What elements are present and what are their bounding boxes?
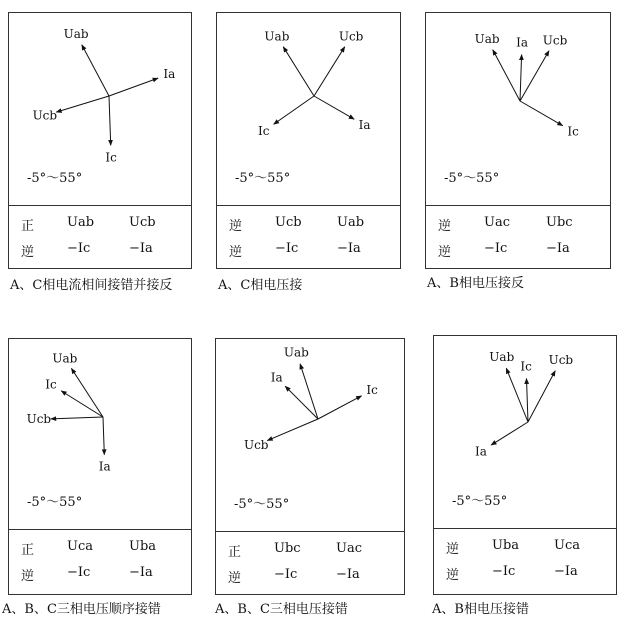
phasor-panel: [425, 12, 611, 269]
phasor-panel: [216, 12, 401, 269]
angle-range-label: -5°～55°: [27, 171, 83, 186]
panel-caption: A、B相电压接错: [432, 602, 529, 617]
phasor-arrow-ia: [109, 78, 158, 96]
sequence-table-cell: Uba: [129, 539, 157, 554]
phasor-label: Ic: [45, 377, 57, 392]
sequence-table-cell: Uba: [492, 538, 520, 553]
sequence-table-cell: 逆: [228, 571, 242, 586]
phasor-arrow-ucb: [56, 96, 109, 112]
phasor-panel: [8, 12, 192, 269]
phasor-arrow-ic: [520, 101, 563, 126]
phasor-label: Ucb: [26, 412, 52, 427]
phasor-label: Uab: [63, 27, 89, 42]
sequence-table-cell: 正: [228, 545, 242, 560]
phasor-label: Ucb: [243, 438, 269, 453]
sequence-table-cell: −Ic: [275, 241, 299, 256]
table-divider: [216, 531, 404, 532]
phasor-arrow-ic: [526, 379, 528, 422]
phasor-arrow-ucb: [314, 47, 345, 96]
table-divider: [434, 528, 616, 529]
phasor-label: Ic: [105, 150, 117, 165]
sequence-table-cell: −Ic: [67, 565, 91, 580]
phasor-label: Ia: [98, 459, 111, 474]
table-divider: [217, 205, 400, 206]
angle-range-label: -5°～55°: [27, 495, 83, 510]
sequence-table-cell: −Ia: [129, 565, 153, 580]
sequence-table-cell: Uac: [336, 541, 362, 556]
panel-caption: A、B、C三相电压顺序接错: [2, 602, 161, 617]
sequence-table-cell: −Ic: [492, 564, 516, 579]
angle-range-label: -5°～55°: [234, 497, 290, 512]
phasor-label: Ia: [516, 35, 528, 50]
sequence-table-cell: Ubc: [274, 541, 301, 556]
sequence-table-cell: −Ic: [274, 567, 298, 582]
sequence-table-cell: Uab: [67, 215, 95, 230]
panel-caption: A、B、C三相电压接错: [215, 602, 348, 617]
phasor-label: Ic: [520, 359, 532, 374]
phasor-label: Ic: [567, 124, 579, 139]
table-divider: [9, 205, 191, 206]
sequence-table-cell: Uac: [484, 215, 510, 230]
sequence-table-cell: 逆: [446, 542, 460, 557]
sequence-table-cell: −Ia: [336, 567, 360, 582]
sequence-table-cell: 逆: [438, 245, 452, 260]
phasor-label: Uab: [489, 350, 515, 365]
sequence-table-cell: Ubc: [546, 215, 573, 230]
angle-range-label: -5°～55°: [444, 171, 500, 186]
sequence-table-cell: 逆: [229, 245, 243, 260]
phasor-arrow-ia: [314, 96, 354, 119]
phasor-arrow-ic: [109, 96, 111, 145]
phasor-arrow-ucb: [528, 371, 555, 422]
phasor-arrow-ia: [520, 55, 522, 101]
phasor-label: Ucb: [548, 353, 574, 368]
phasor-label: Ia: [163, 67, 176, 82]
phasor-label: Uab: [52, 351, 78, 366]
phasor-label: Ia: [270, 370, 283, 385]
sequence-table-cell: Ucb: [275, 215, 302, 230]
phasor-arrow-ia: [491, 422, 528, 445]
phasor-panel: [8, 338, 192, 595]
sequence-table-cell: −Ia: [337, 241, 361, 256]
table-divider: [9, 529, 191, 530]
phasor-arrow-uab: [82, 45, 109, 96]
phasor-label: Ic: [366, 383, 378, 398]
sequence-table-cell: 逆: [229, 219, 243, 234]
phasor-arrow-ic: [61, 391, 103, 417]
sequence-table-cell: 正: [21, 543, 35, 558]
sequence-table-cell: 逆: [446, 568, 460, 583]
sequence-table-cell: −Ia: [546, 241, 570, 256]
sequence-table-cell: Uca: [67, 539, 93, 554]
panel-caption: A、C相电压接: [218, 278, 303, 293]
phasor-arrow-uab: [506, 368, 528, 422]
phasor-label: Uab: [474, 32, 500, 47]
phasor-label: Ia: [358, 118, 371, 133]
table-divider: [426, 205, 610, 206]
phasor-arrow-ic: [274, 96, 314, 124]
phasor-panel: [433, 335, 617, 595]
phasor-arrow-ucb: [520, 51, 549, 101]
phasor-arrow-ucb: [51, 417, 103, 419]
phasor-panel: [215, 338, 405, 595]
sequence-table-cell: 正: [21, 219, 35, 234]
phasor-label: Uab: [264, 29, 290, 44]
phasor-label: Ic: [258, 124, 270, 139]
angle-range-label: -5°～55°: [235, 171, 291, 186]
phasor-arrow-ic: [318, 396, 362, 419]
phasor-label: Ucb: [32, 108, 58, 123]
angle-range-label: -5°～55°: [452, 494, 508, 509]
panel-caption: A、C相电流相间接错并接反: [10, 278, 173, 293]
sequence-table-cell: −Ic: [67, 241, 91, 256]
sequence-table-cell: 逆: [21, 569, 35, 584]
sequence-table-cell: Uab: [337, 215, 365, 230]
phasor-label: Ucb: [338, 29, 364, 44]
sequence-table-cell: 逆: [438, 219, 452, 234]
sequence-table-cell: Uca: [554, 538, 580, 553]
phasor-arrow-ia: [103, 417, 104, 455]
sequence-table-cell: 逆: [21, 245, 35, 260]
phasor-arrow-ucb: [267, 419, 318, 441]
sequence-table-cell: −Ia: [554, 564, 578, 579]
phasor-label: Ucb: [542, 33, 568, 48]
sequence-table-cell: −Ic: [484, 241, 508, 256]
panel-caption: A、B相电压接反: [427, 276, 524, 291]
sequence-table-cell: −Ia: [129, 241, 153, 256]
phasor-label: Uab: [283, 345, 309, 360]
phasor-arrow-uab: [71, 368, 103, 417]
phasor-arrow-uab: [493, 50, 520, 101]
phasor-arrow-uab: [283, 47, 314, 96]
sequence-table-cell: Ucb: [129, 215, 156, 230]
phasor-label: Ia: [474, 444, 487, 459]
